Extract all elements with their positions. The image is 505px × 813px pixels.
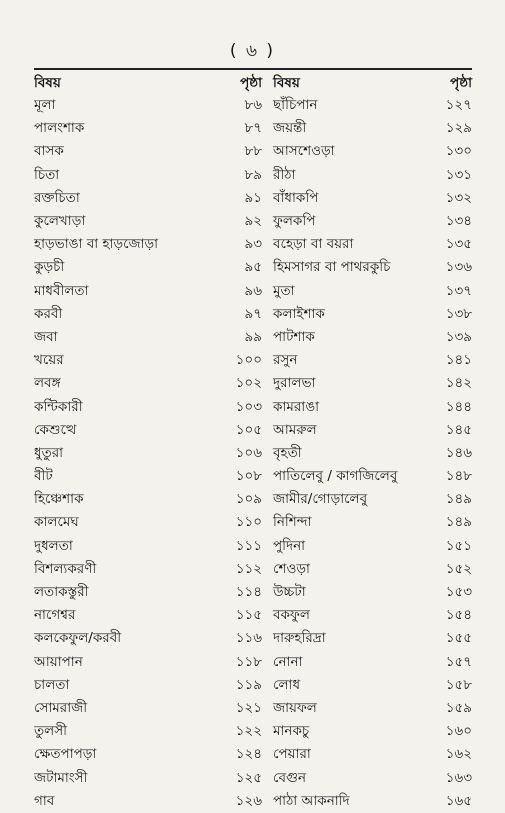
right-entry-page: ১৪৫ — [445, 421, 472, 438]
contents-row — [34, 720, 472, 743]
left-entry-page: ১২২ — [235, 723, 262, 740]
left-entry-name: মূলা — [34, 97, 56, 114]
right-entry-page: ১৬২ — [445, 746, 472, 763]
right-entry-name: বকফুল — [273, 607, 310, 624]
left-entry-name: কুড়চী — [34, 259, 65, 276]
right-entry-page: ১৫৭ — [445, 653, 472, 670]
left-entry-name: মাধবীলতা — [34, 282, 89, 299]
right-entry-name: জয়ন্তী — [273, 120, 307, 137]
right-entry-page: ১৩৬ — [445, 259, 472, 276]
contents-header-row — [34, 72, 472, 94]
contents-row — [34, 442, 472, 465]
right-entry-name: ফুলকপি — [273, 213, 316, 230]
left-entry-page: ১১৪ — [235, 584, 262, 601]
right-entry-name: রসুন — [273, 352, 298, 369]
left-entry-name: গাব — [34, 792, 55, 809]
left-entry-page: ৮৯ — [244, 166, 262, 183]
right-entry-name: বেগুন — [273, 769, 307, 786]
contents-row — [34, 349, 472, 372]
right-entry-page: ১৫২ — [445, 560, 472, 577]
left-entry-name: ধুতুরা — [34, 444, 64, 461]
right-entry-page: ১৫৩ — [445, 584, 472, 601]
contents-row — [34, 140, 472, 163]
contents-row — [34, 117, 472, 140]
left-entry-page: ১১০ — [235, 514, 262, 531]
contents-row — [34, 395, 472, 418]
left-page-header: পৃষ্ঠা — [240, 74, 262, 91]
contents-row — [34, 558, 472, 581]
right-entry-name: দুরালভা — [273, 375, 316, 392]
right-entry-page: ১২৭ — [445, 97, 472, 114]
left-entry-name: কেশুত্থে — [34, 421, 77, 438]
left-entry-name: সোমরাজী — [34, 699, 88, 716]
contents-row — [34, 604, 472, 627]
left-entry-page: ১২৪ — [235, 746, 262, 763]
left-entry-name: খয়ের — [34, 352, 64, 369]
left-entry-name: কলকেফুল/করবী — [34, 630, 122, 647]
right-entry-name: আমরুল — [273, 421, 317, 438]
page-number: ( ৬ ) — [229, 41, 276, 61]
contents-row — [34, 651, 472, 674]
contents-row — [34, 164, 472, 187]
right-entry-name: জায়ফল — [273, 699, 317, 716]
left-entry-page: ৯৫ — [244, 259, 262, 276]
right-entry-page: ১৪১ — [445, 352, 472, 369]
left-entry-page: ৯২ — [244, 213, 262, 230]
left-entry-page: ১০৮ — [235, 468, 262, 485]
left-entry-name: আয়াপান — [34, 653, 83, 670]
right-page-header: পৃষ্ঠা — [450, 74, 472, 91]
left-subject-header: বিষয় — [34, 74, 61, 91]
right-entry-page: ১৩৮ — [445, 305, 472, 322]
contents-row — [34, 581, 472, 604]
contents-row — [34, 535, 472, 558]
contents-row — [34, 674, 472, 697]
right-entry-page: ১২৯ — [445, 120, 472, 137]
contents-row — [34, 233, 472, 256]
right-entry-page: ১৬৩ — [445, 769, 472, 786]
contents-row — [34, 280, 472, 303]
left-entry-page: ১১১ — [235, 537, 262, 554]
left-entry-page: ১০২ — [235, 375, 262, 392]
right-entry-name: নিশিন্দা — [273, 514, 312, 531]
contents-row — [34, 766, 472, 789]
left-entry-page: ১২৬ — [235, 792, 262, 809]
right-entry-name: মুতা — [273, 282, 295, 299]
right-entry-page: ১৩৯ — [445, 328, 472, 345]
left-entry-page: ১১২ — [235, 560, 262, 577]
header-rule — [34, 68, 472, 70]
right-entry-name: পুদিনা — [273, 537, 306, 554]
contents-row — [34, 94, 472, 117]
right-entry-name: উচ্চটা — [273, 584, 306, 601]
right-entry-page: ১৩০ — [445, 143, 472, 160]
right-entry-name: রীঠা — [273, 166, 296, 183]
left-entry-page: ১০৬ — [235, 444, 262, 461]
left-entry-name: লতাকস্তুরী — [34, 584, 89, 601]
right-entry-name: নোনা — [273, 653, 303, 670]
right-entry-page: ১৫৫ — [445, 630, 472, 647]
contents-row — [34, 511, 472, 534]
right-entry-name: পাটশাক — [273, 328, 315, 345]
right-entry-page: ১৬০ — [445, 723, 472, 740]
left-entry-page: ১০৩ — [235, 398, 262, 415]
right-entry-name: দারুহরিদ্রা — [273, 630, 326, 647]
left-entry-name: হিঞ্চেশাক — [34, 491, 84, 508]
contents-row — [34, 326, 472, 349]
left-entry-page: ৯৯ — [244, 328, 262, 345]
left-entry-page: ৯৬ — [244, 282, 262, 299]
left-entry-page: ১০৯ — [235, 491, 262, 508]
left-entry-name: কালমেঘ — [34, 514, 79, 531]
left-entry-page: ১২৫ — [235, 769, 262, 786]
right-entry-name: বহেড়া বা বয়রা — [273, 236, 354, 253]
left-entry-page: ১১৬ — [235, 630, 262, 647]
right-entry-name: কামরাঙা — [273, 398, 320, 415]
left-entry-name: পালংশাক — [34, 120, 85, 137]
right-entry-page: ১৬৫ — [445, 792, 472, 809]
right-entry-name: পাঠা আকনাদি — [273, 792, 350, 809]
contents-row — [34, 256, 472, 279]
right-entry-page: ১৪৯ — [445, 514, 472, 531]
right-entry-name: শেওড়া — [273, 560, 310, 577]
left-entry-name: তুলসী — [34, 723, 67, 740]
left-entry-name: ক্ষেতপাপড়া — [34, 746, 97, 763]
right-entry-name: পাতিলেবু / কাগজিলেবু — [273, 468, 398, 485]
left-entry-page: ৯৭ — [244, 305, 262, 322]
contents-row — [34, 187, 472, 210]
contents-row — [34, 372, 472, 395]
right-entry-page: ১৫৮ — [445, 676, 472, 693]
left-entry-page: ৯৩ — [244, 236, 262, 253]
contents-row — [34, 743, 472, 766]
left-entry-name: চিতা — [34, 166, 60, 183]
left-entry-name: বাসক — [34, 143, 64, 160]
right-entry-page: ১৫১ — [445, 537, 472, 554]
left-entry-name: কন্টিকারী — [34, 398, 83, 415]
right-entry-name: ছাঁচিপান — [273, 97, 318, 114]
contents-row — [34, 465, 472, 488]
right-entry-page: ১৪৮ — [445, 468, 472, 485]
right-entry-name: বাঁধাকপি — [273, 189, 319, 206]
left-entry-name: চালতা — [34, 676, 70, 693]
left-entry-page: ১১৫ — [235, 607, 262, 624]
right-entry-name: লোধ — [273, 676, 301, 693]
right-entry-page: ১৩৫ — [445, 236, 472, 253]
left-entry-name: কুলেখাড়া — [34, 213, 86, 230]
contents-row — [34, 790, 472, 813]
right-entry-name: জামীর/গোড়ালেবু — [273, 491, 368, 508]
left-entry-page: ১২১ — [235, 699, 262, 716]
contents-row — [34, 303, 472, 326]
left-entry-name: দুধলতা — [34, 537, 73, 554]
contents-table — [34, 72, 472, 813]
right-entry-page: ১৫৯ — [445, 699, 472, 716]
contents-row — [34, 210, 472, 233]
left-entry-page: ১১৯ — [235, 676, 262, 693]
left-entry-name: নাগেশ্বর — [34, 607, 76, 624]
right-entry-page: ১৪৪ — [445, 398, 472, 415]
contents-row — [34, 488, 472, 511]
right-entry-page: ১৩৪ — [445, 213, 472, 230]
left-entry-page: ১১৮ — [235, 653, 262, 670]
left-entry-name: হাড়ভাঙা বা হাড়জোড়া — [34, 236, 159, 253]
right-entry-page: ১৩৭ — [445, 282, 472, 299]
right-entry-name: বৃহতী — [273, 444, 302, 461]
right-entry-name: কলাইশাক — [273, 305, 325, 322]
left-entry-page: ৮৬ — [244, 97, 262, 114]
left-entry-name: বিশল্যকরণী — [34, 560, 97, 577]
right-subject-header: বিষয় — [273, 74, 300, 91]
right-entry-name: মানকচু — [273, 723, 310, 740]
contents-row — [34, 697, 472, 720]
left-entry-name: লবঙ্গ — [34, 375, 61, 392]
left-entry-name: জটামাংসী — [34, 769, 88, 786]
right-entry-name: হিমসাগর বা পাথরকুচি — [273, 259, 391, 276]
left-entry-name: করবী — [34, 305, 63, 322]
left-entry-page: ৯১ — [244, 189, 262, 206]
left-entry-name: জবা — [34, 328, 58, 345]
contents-row — [34, 627, 472, 650]
contents-rows — [34, 94, 472, 813]
left-entry-name: বীট — [34, 468, 53, 485]
left-entry-page: ৮৭ — [244, 120, 262, 137]
left-entry-name: রক্তচিতা — [34, 189, 80, 206]
right-entry-name: পেয়ারা — [273, 746, 311, 763]
right-entry-page: ১৪৬ — [445, 444, 472, 461]
contents-row — [34, 419, 472, 442]
right-entry-page: ১৪৯ — [445, 491, 472, 508]
left-entry-page: ১০০ — [235, 352, 262, 369]
right-entry-page: ১৫৪ — [445, 607, 472, 624]
left-entry-page: ৮৮ — [244, 143, 262, 160]
right-entry-name: আসশেওড়া — [273, 143, 335, 160]
left-entry-page: ১০৫ — [235, 421, 262, 438]
right-entry-page: ১৩১ — [445, 166, 472, 183]
right-entry-page: ১৪২ — [445, 375, 472, 392]
right-entry-page: ১৩২ — [445, 189, 472, 206]
